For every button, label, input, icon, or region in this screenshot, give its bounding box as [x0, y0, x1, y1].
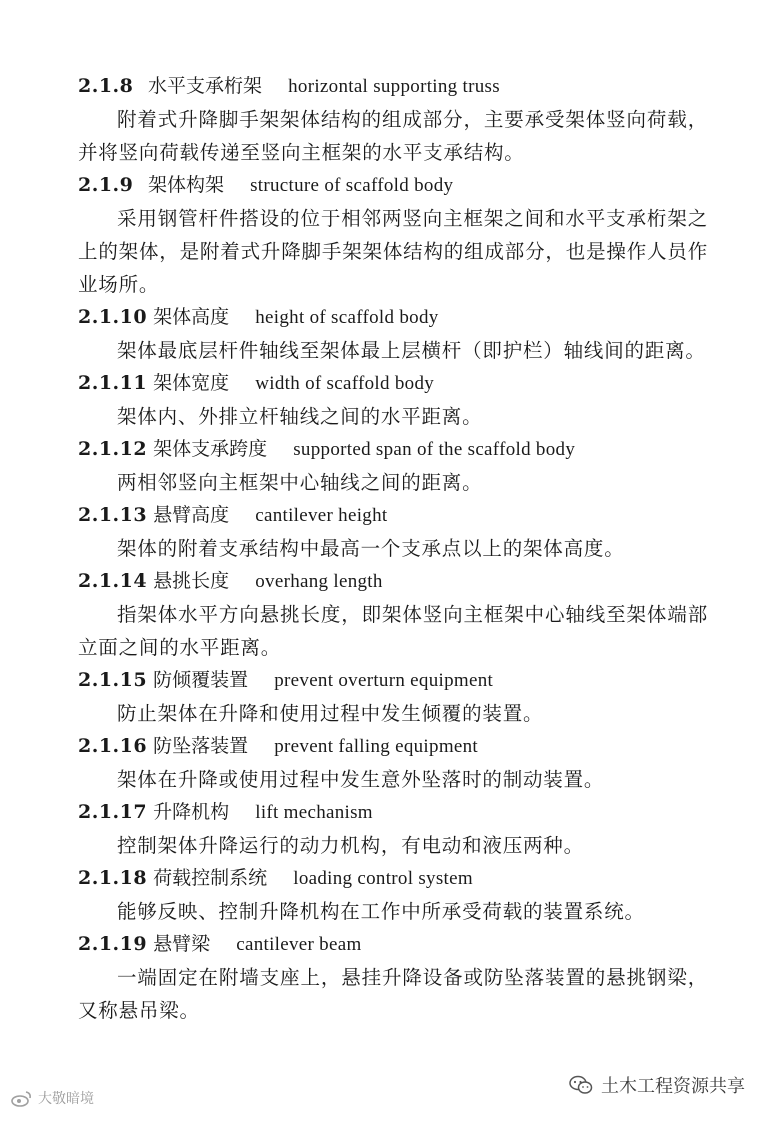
term-heading	[78, 565, 708, 598]
term-chinese: 悬挑长度	[153, 570, 230, 592]
term-english: supported span of the scaffold body	[293, 439, 576, 460]
term-definition: 架体的附着支承结构中最高一个支承点以上的架体高度。	[117, 537, 625, 560]
term-chinese: 悬臂高度	[153, 504, 230, 526]
term-heading	[78, 367, 708, 400]
term-chinese: 防坠落装置	[153, 735, 249, 757]
term-heading	[78, 499, 708, 532]
term-number: 2.1.12	[78, 438, 148, 460]
term-english: lift mechanism	[255, 802, 373, 823]
term-definition: 一端固定在附墙支座上，悬挂升降设备或防坠落装置的悬挑钢梁，又称悬吊梁。	[78, 966, 708, 1022]
term-number: 2.1.16	[78, 735, 148, 757]
term-entry-2-1-16	[78, 730, 708, 796]
term-number: 2.1.9	[78, 174, 134, 196]
term-number: 2.1.19	[78, 933, 148, 955]
term-number: 2.1.11	[78, 372, 148, 394]
term-heading	[78, 796, 708, 829]
term-entry-2-1-13	[78, 499, 708, 565]
term-number: 2.1.13	[78, 504, 148, 526]
watermark-right	[569, 1072, 745, 1098]
term-english: width of scaffold body	[255, 373, 435, 394]
term-number: 2.1.17	[78, 801, 148, 823]
term-english: prevent overturn equipment	[274, 670, 494, 691]
term-chinese: 防倾覆装置	[153, 669, 249, 691]
watermark-left	[10, 1088, 94, 1108]
term-number: 2.1.15	[78, 669, 148, 691]
term-chinese: 架体宽度	[153, 372, 230, 394]
term-heading	[78, 928, 708, 961]
term-entry-2-1-18	[78, 862, 708, 928]
term-english: structure of scaffold body	[250, 175, 454, 196]
term-entry-2-1-17	[78, 796, 708, 862]
term-definition: 控制架体升降运行的动力机构，有电动和液压两种。	[117, 834, 584, 857]
term-definition: 采用钢管杆件搭设的位于相邻两竖向主框架之间和水平支承桁架之上的架体，是附着式升降脚手架架体结构的组成部分，也是操作人员作业场所。	[78, 207, 708, 296]
watermark-left-text: 大敬暗境	[38, 1091, 94, 1107]
term-english: horizontal supporting truss	[288, 76, 500, 97]
term-entry-2-1-15	[78, 664, 708, 730]
term-entry-2-1-12	[78, 433, 708, 499]
term-entry-2-1-10	[78, 301, 708, 367]
term-entry-2-1-9	[78, 169, 708, 301]
term-english: cantilever height	[255, 505, 388, 526]
term-definition: 架体在升降或使用过程中发生意外坠落时的制动装置。	[117, 768, 605, 791]
term-heading	[78, 301, 708, 334]
term-definition: 指架体水平方向悬挑长度，即架体竖向主框架中心轴线至架体端部立面之间的水平距离。	[78, 603, 708, 659]
term-entry-2-1-11	[78, 367, 708, 433]
term-entry-2-1-19	[78, 928, 708, 1027]
term-chinese: 架体支承跨度	[153, 438, 268, 460]
term-english: overhang length	[255, 571, 383, 592]
document-page	[78, 70, 708, 1027]
term-number: 2.1.10	[78, 306, 148, 328]
term-entry-2-1-8	[78, 70, 708, 169]
term-definition: 架体内、外排立杆轴线之间的水平距离。	[117, 405, 483, 428]
term-heading	[78, 730, 708, 763]
term-definition: 附着式升降脚手架架体结构的组成部分，主要承受架体竖向荷载，并将竖向荷载传递至竖向主框架的水平支承结构。	[78, 108, 708, 164]
term-chinese: 升降机构	[153, 801, 230, 823]
term-heading	[78, 664, 708, 697]
term-definition: 能够反映、控制升降机构在工作中所承受荷载的装置系统。	[117, 900, 645, 923]
term-english: prevent falling equipment	[274, 736, 479, 757]
term-chinese: 架体构架	[148, 174, 225, 196]
watermark-right-text: 土木工程资源共享	[601, 1076, 745, 1097]
term-entry-2-1-14	[78, 565, 708, 664]
term-heading	[78, 862, 708, 895]
term-chinese: 悬臂梁	[153, 933, 211, 955]
term-chinese: 荷载控制系统	[153, 867, 268, 889]
term-heading	[78, 433, 708, 466]
term-english: cantilever beam	[236, 934, 362, 955]
term-number: 2.1.18	[78, 867, 148, 889]
sina-weibo-icon	[10, 1088, 34, 1108]
term-english: height of scaffold body	[255, 307, 439, 328]
term-definition: 架体最底层杆件轴线至架体最上层横杆（即护栏）轴线间的距离。	[117, 339, 706, 362]
term-number: 2.1.8	[78, 75, 134, 97]
wechat-icon	[569, 1075, 593, 1095]
term-chinese: 架体高度	[153, 306, 230, 328]
term-definition: 防止架体在升降和使用过程中发生倾覆的装置。	[117, 702, 544, 725]
term-number: 2.1.14	[78, 570, 148, 592]
term-definition: 两相邻竖向主框架中心轴线之间的距离。	[117, 471, 483, 494]
term-heading	[78, 70, 708, 103]
term-heading	[78, 169, 708, 202]
term-english: loading control system	[293, 868, 473, 889]
term-chinese: 水平支承桁架	[148, 75, 263, 97]
